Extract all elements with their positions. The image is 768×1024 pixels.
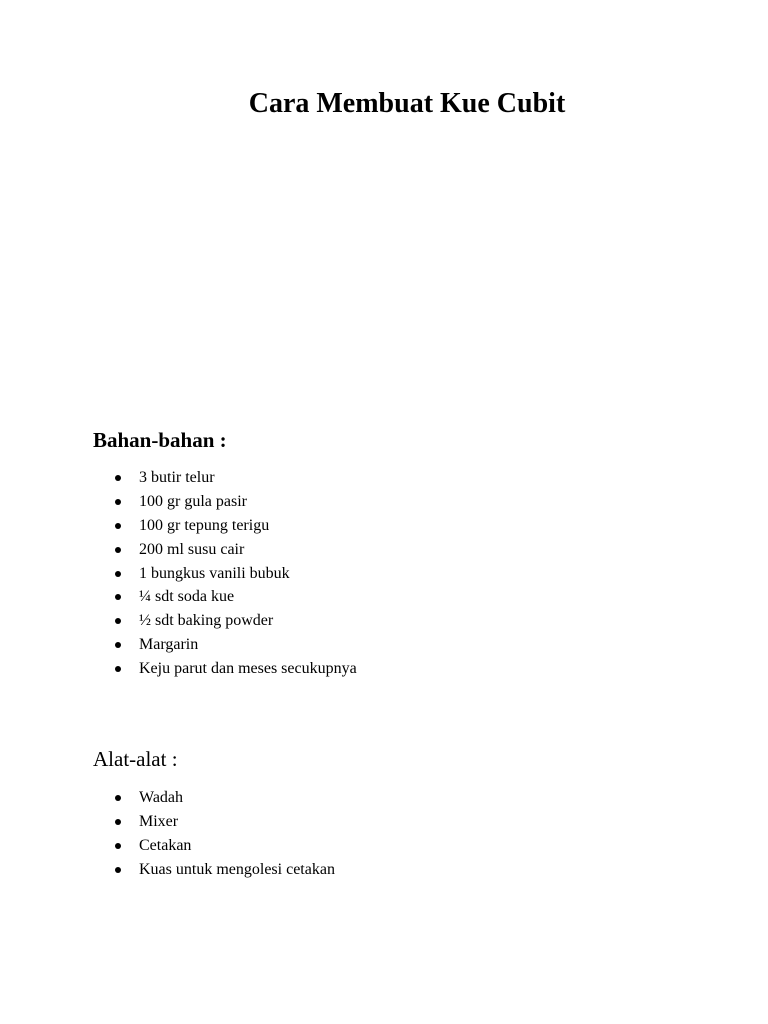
list-item — [0, 466, 768, 490]
bullet-icon — [115, 819, 121, 825]
list-item — [0, 810, 768, 834]
ingredient-text: ½ sdt baking powder — [139, 612, 274, 630]
ingredient-text: 100 gr tepung terigu — [139, 516, 270, 534]
list-item — [0, 786, 768, 810]
list-item — [0, 514, 768, 538]
ingredient-text: ¼ sdt soda kue — [139, 588, 235, 606]
bullet-icon — [115, 571, 121, 577]
tools-list — [0, 786, 768, 882]
bullet-icon — [115, 547, 121, 553]
list-item — [0, 562, 768, 586]
ingredient-text: 1 bungkus vanili bubuk — [139, 564, 290, 582]
ingredient-text: 3 butir telur — [139, 469, 215, 486]
bullet-icon — [115, 666, 121, 672]
ingredients-list — [0, 466, 768, 681]
bullet-icon — [115, 795, 121, 801]
ingredient-text: Keju parut dan meses secukupnya — [139, 660, 357, 678]
bullet-icon — [115, 843, 121, 849]
list-item — [0, 585, 768, 609]
list-item — [0, 834, 768, 858]
bullet-icon — [115, 523, 121, 529]
list-item — [0, 609, 768, 633]
list-item — [0, 633, 768, 657]
bullet-icon — [115, 499, 121, 505]
list-item — [0, 538, 768, 562]
tool-text: Kuas untuk mengolesi cetakan — [139, 860, 335, 878]
ingredients-heading: Bahan-bahan : — [93, 428, 227, 452]
ingredient-text: 100 gr gula pasir — [139, 492, 247, 510]
tool-text: Cetakan — [139, 836, 192, 854]
ingredient-text: Margarin — [139, 636, 199, 654]
ingredient-text: 200 ml susu cair — [139, 540, 245, 558]
bullet-icon — [115, 594, 121, 600]
list-item — [0, 490, 768, 514]
tool-text: Mixer — [139, 812, 179, 830]
bullet-icon — [115, 642, 121, 648]
list-item — [0, 858, 768, 882]
bullet-icon — [115, 475, 121, 481]
list-item — [0, 657, 768, 681]
tools-heading: Alat-alat : — [93, 747, 178, 771]
document-title: Cara Membuat Kue Cubit — [248, 88, 566, 119]
bullet-icon — [115, 867, 121, 873]
tool-text: Wadah — [139, 789, 184, 806]
bullet-icon — [115, 618, 121, 624]
